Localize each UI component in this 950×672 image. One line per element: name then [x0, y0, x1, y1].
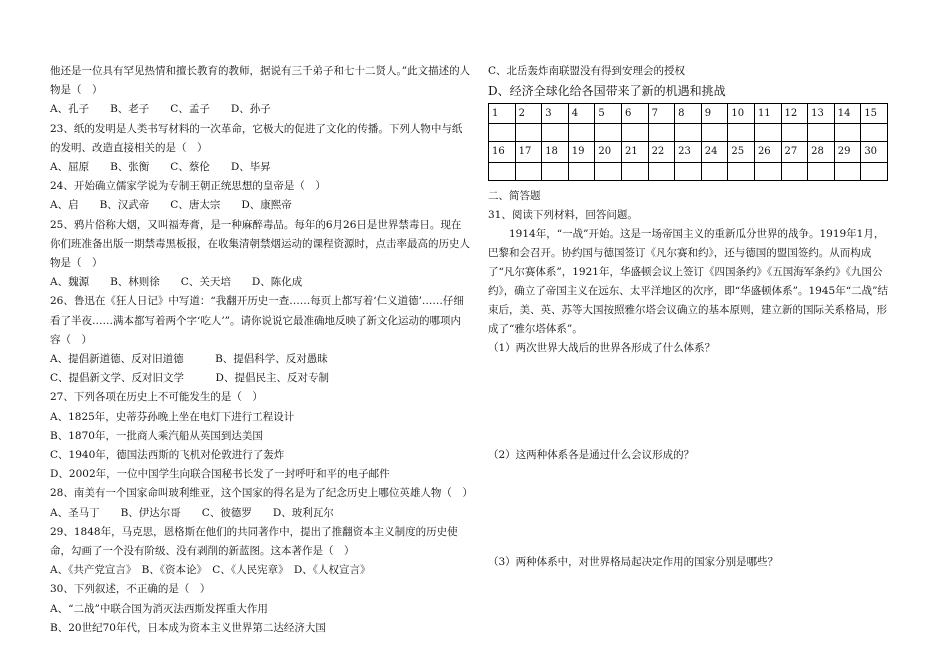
answer-number: 25: [728, 142, 755, 162]
answer-number: 16: [489, 142, 516, 162]
answer-cell[interactable]: [568, 162, 595, 180]
option-line: C、提倡新文学、反对旧文学 D、提倡民主、反对专制: [50, 372, 329, 385]
option-line: C、1940年，德国法西斯的飞机对伦敦进行了轰炸: [50, 449, 285, 462]
answer-number: 6: [621, 104, 648, 124]
answer-cell[interactable]: [808, 124, 835, 142]
answer-cell[interactable]: [834, 162, 861, 180]
answer-cell[interactable]: [808, 162, 835, 180]
answer-number: 28: [808, 142, 835, 162]
answer-number: 11: [754, 104, 781, 124]
answer-blank-row: [489, 162, 888, 180]
right-column: [488, 62, 888, 573]
answer-number: 19: [568, 142, 595, 162]
answer-number: 27: [781, 142, 808, 162]
answer-cell[interactable]: [701, 124, 728, 142]
option-c: C、北岳轰炸南联盟没有得到安理会的授权: [488, 65, 686, 77]
option-line: A、《共产党宣言》 B、《资本论》 C、《人民宪章》 D、《人权宣言》: [50, 564, 371, 577]
question-24: 24、开始确立儒家学说为专制王朝正统思想的皇帝是（ ）: [50, 180, 326, 193]
answer-cell[interactable]: [489, 124, 516, 142]
answer-number: 13: [808, 104, 835, 124]
sub-question-2: （2）这两种体系各是通过什么会议形成的？: [488, 449, 695, 462]
option-line: A、圣马丁 B、伊达尔哥 C、彼德罗 D、玻利瓦尔: [50, 506, 334, 519]
answer-cell[interactable]: [861, 124, 888, 142]
text-line: 他还是一位具有罕见热情和擅长教育的教师，据说有三千弟子和七十二贤人。”此文描述的人: [50, 65, 471, 77]
question-30: 30、下列叙述，不正确的是（ ）: [50, 583, 211, 596]
answer-cell[interactable]: [675, 124, 702, 142]
answer-number: 3: [542, 104, 569, 124]
answer-cell[interactable]: [728, 162, 755, 180]
question-28: 28、南美有一个国家命叫玻利维亚，这个国家的得名是为了纪念历史上哪位英雄人物（ ）: [50, 487, 473, 500]
answer-number: 20: [595, 142, 622, 162]
option-line: B、1870年，一批商人乘汽船从英国到达美国: [50, 429, 263, 442]
answer-cell[interactable]: [648, 124, 675, 142]
answer-space[interactable]: [488, 358, 888, 446]
option-line: A、孔子 B、老子 C、孟子 D、孙子: [50, 103, 271, 116]
answer-cell[interactable]: [728, 124, 755, 142]
answer-number: 21: [621, 142, 648, 162]
answer-cell[interactable]: [621, 162, 648, 180]
answer-cell[interactable]: [542, 162, 569, 180]
answer-blank-row: [489, 124, 888, 142]
answer-cell[interactable]: [515, 124, 542, 142]
question-31: 31、阅读下列材料，回答问题。: [488, 208, 638, 221]
question-27: 27、下列各项在历史上不可能发生的是（ ）: [50, 391, 263, 404]
answer-number: 14: [834, 104, 861, 124]
answer-cell[interactable]: [595, 162, 622, 180]
answer-number: 8: [675, 104, 702, 124]
answer-number: 18: [542, 142, 569, 162]
answer-number: 30: [861, 142, 888, 162]
answer-number: 10: [728, 104, 755, 124]
answer-cell[interactable]: [595, 124, 622, 142]
answer-number: 26: [754, 142, 781, 162]
answer-cell[interactable]: [701, 162, 728, 180]
answer-cell[interactable]: [781, 124, 808, 142]
answer-cell[interactable]: [781, 162, 808, 180]
answer-number: 1: [489, 104, 516, 124]
option-line: D、2002年，一位中国学生向联合国秘书长发了一封呼吁和平的电子邮件: [50, 468, 390, 481]
answer-number: 12: [781, 104, 808, 124]
answer-cell[interactable]: [568, 124, 595, 142]
option-d: D、经济全球化给各国带来了新的机遇和挑战: [488, 84, 726, 99]
answer-number-row: [489, 104, 888, 124]
reading-material: 1914年，“一战”开始。这是一场帝国主义的重新瓜分世界的战争。1919年1月，巴黎和会召开。协约国与德国签订《凡尔赛和约》，还与德国的盟国签约。从而构成了“凡尔赛体系”，1921年，华盛顿会议上签订《四国条约》《五国海军条约》《九国公约》，确立了帝国主义在远东、太平洋地区的次序，即“华盛顿体系”。1945年“二战”结束后，美、英、苏等大国按照雅尔塔会议确立的基本原则，建立新的国际关系格局，形成了“雅尔塔体系”。: [488, 228, 888, 336]
answer-number: 15: [861, 104, 888, 124]
answer-number: 24: [701, 142, 728, 162]
option-line: A、屈原 B、张衡 C、蔡伦 D、毕昇: [50, 161, 271, 174]
option-line: A、“二战”中联合国为消灭法西斯发挥重大作用: [50, 602, 268, 615]
option-line: B、20世纪70年代，日本成为资本主义世界第二达经济大国: [50, 621, 326, 634]
left-column: [50, 62, 473, 638]
answer-cell[interactable]: [621, 124, 648, 142]
text-line: 物是（ ）: [50, 84, 103, 97]
sub-question-3: （3）两种体系中，对世界格局起决定作用的国家分别是哪些？: [488, 556, 779, 569]
answer-number: 17: [515, 142, 542, 162]
option-line: A、提倡新道德、反对旧道德 B、提倡科学、反对愚昧: [50, 353, 328, 366]
answer-number: 9: [701, 104, 728, 124]
answer-cell[interactable]: [861, 162, 888, 180]
question-23: 23、纸的发明是人类书写材料的一次革命，它极大的促进了文化的传播。下列人物中与纸的发明、改造直接相关的是（ ）: [50, 122, 463, 154]
answer-cell[interactable]: [754, 162, 781, 180]
option-line: A、魏源 B、林则徐 C、关天培 D、陈化成: [50, 276, 303, 289]
answer-number: 22: [648, 142, 675, 162]
answer-number: 7: [648, 104, 675, 124]
answer-number: 29: [834, 142, 861, 162]
answer-cell[interactable]: [489, 162, 516, 180]
answer-cell[interactable]: [754, 124, 781, 142]
answer-cell[interactable]: [834, 124, 861, 142]
option-line: A、启 B、汉武帝 C、唐太宗 D、康熙帝: [50, 199, 292, 212]
question-25: 25、鸦片俗称大烟，又叫福寿膏，是一种麻醉毒品。每年的6月26日是世界禁毒日。现在你们班准备出版一期禁毒黑板报，在收集清朝禁烟运动的课程资源时，点击率最高的历史人物是（ ）: [50, 218, 470, 270]
answer-number: 5: [595, 104, 622, 124]
answer-cell[interactable]: [675, 162, 702, 180]
answer-space[interactable]: [488, 465, 888, 553]
answer-table: [488, 103, 888, 180]
question-29: 29、1848年，马克思，恩格斯在他们的共同著作中，提出了推翻资本主义制度的历史使命，勾画了一个没有阶级、没有剥削的新蓝图。这本著作是（ ）: [50, 525, 458, 558]
answer-number-row: [489, 142, 888, 162]
answer-cell[interactable]: [515, 162, 542, 180]
answer-cell[interactable]: [648, 162, 675, 180]
section-title: 二、简答题: [488, 189, 541, 202]
question-26: 26、鲁迅在《狂人日记》中写道：“我翻开历史一查……每页上都写着‘仁义道德’……仔细看了半夜……满本都写着两个字‘吃人’”。请你说说它最准确地反映了新文化运动的哪项内容（ ）: [50, 295, 464, 346]
answer-number: 4: [568, 104, 595, 124]
answer-number: 2: [515, 104, 542, 124]
answer-cell[interactable]: [542, 124, 569, 142]
sub-question-1: （1）两次世界大战后的世界各形成了什么体系？: [488, 342, 716, 355]
answer-number: 23: [675, 142, 702, 162]
option-line: A、1825年，史蒂芬孙晚上坐在电灯下进行工程设计: [50, 410, 295, 423]
